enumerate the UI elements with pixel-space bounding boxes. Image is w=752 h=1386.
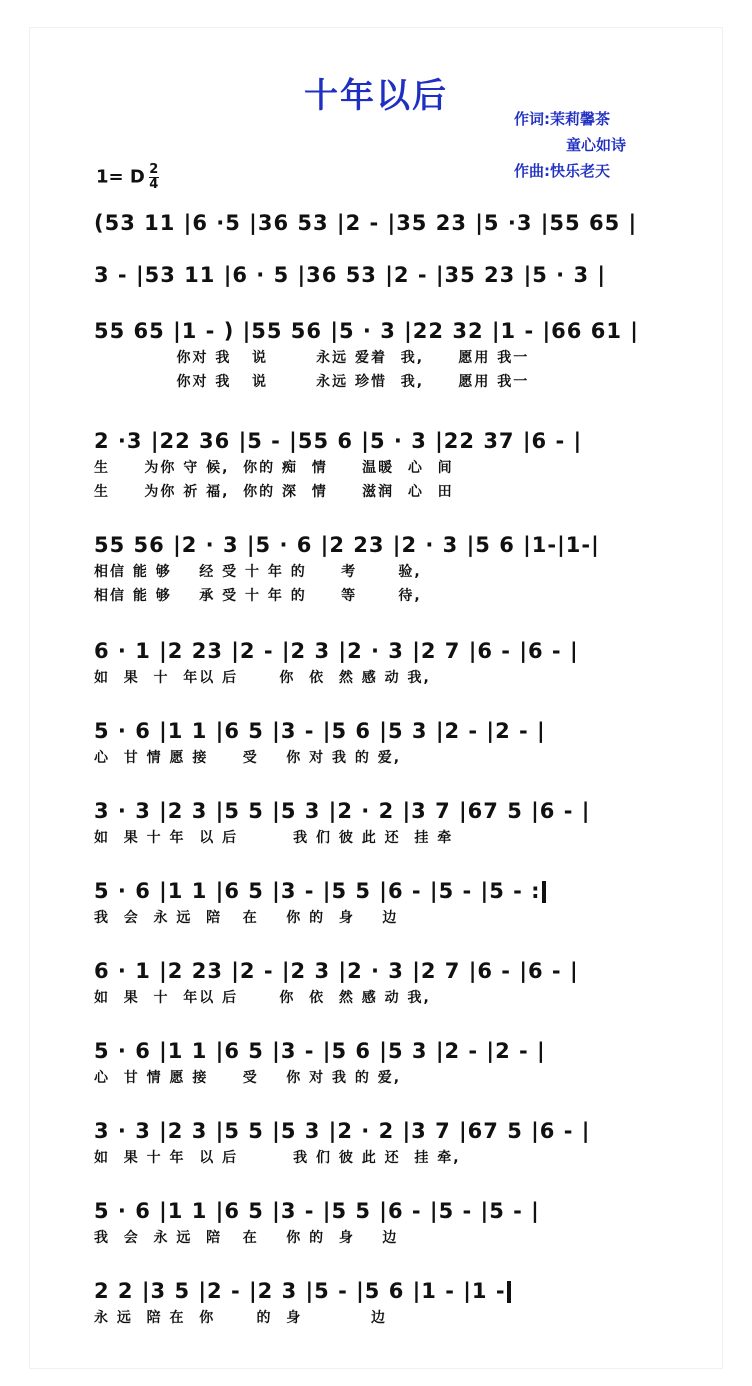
score-line: [94, 796, 654, 850]
score-line: [94, 956, 654, 1010]
lyricist-line: [514, 106, 626, 132]
lyric-line: 我 会 永 远 陪 在 你 的 身 边: [94, 910, 399, 926]
score-line: [94, 716, 654, 770]
final-barline: [507, 1281, 511, 1303]
notation-line: (53 11 |6 ·5 |36 53 |2 - |35 23 |5 ·3 |55 65 |: [94, 211, 638, 235]
score-line: [94, 316, 654, 394]
lyricist-label: 作词:: [514, 110, 550, 128]
lyric-line: 你对 我 说 永远 珍惜 我, 愿用 我一: [94, 374, 530, 390]
score-line: [94, 426, 654, 504]
song-title: 十年以后: [304, 76, 448, 116]
notation-line: 3 · 3 |2 3 |5 5 |5 3 |2 · 2 |3 7 |67 5 |6 - |: [94, 799, 591, 823]
lyric-line: 相信 能 够 经 受 十 年 的 考 验,: [94, 564, 422, 580]
notation-line: 5 · 6 |1 1 |6 5 |3 - |5 5 |6 - |5 - |5 - |: [94, 1199, 540, 1223]
lyric-line: 你对 我 说 永远 爱着 我, 愿用 我一: [94, 350, 530, 366]
lyric-line: 心 甘 情 愿 接 受 你 对 我 的 爱,: [94, 1070, 402, 1086]
credits-block: [514, 106, 626, 184]
lyric-line: 如 果 十 年 以 后 我 们 彼 此 还 挂 牵,: [94, 1150, 461, 1166]
time-bottom: 4: [149, 177, 159, 192]
notation-line: 55 56 |2 · 3 |5 · 6 |2 23 |2 · 3 |5 6 |1-|1-|: [94, 533, 600, 557]
score-line: [94, 1036, 654, 1090]
notation-line: 6 · 1 |2 23 |2 - |2 3 |2 · 3 |2 7 |6 - |6 - |: [94, 959, 579, 983]
lyric-line: 生 为你 祈 福, 你的 深 情 滋润 心 田: [94, 484, 454, 500]
notation-line: 6 · 1 |2 23 |2 - |2 3 |2 · 3 |2 7 |6 - |6 - |: [94, 639, 579, 663]
time-top: 2: [149, 162, 159, 177]
composer-line: [514, 158, 626, 184]
score-line: [94, 530, 654, 608]
notation-line: 5 · 6 |1 1 |6 5 |3 - |5 6 |5 3 |2 - |2 - |: [94, 1039, 546, 1063]
notation-line: 55 65 |1 - ) |55 56 |5 · 3 |22 32 |1 - |66 61 |: [94, 319, 639, 343]
score-line: [94, 636, 654, 690]
lyric-line: 心 甘 情 愿 接 受 你 对 我 的 爱,: [94, 750, 402, 766]
lyric-line: 如 果 十 年以 后 你 依 然 感 动 我,: [94, 990, 431, 1006]
key-signature: [96, 164, 159, 191]
lyric-line: 相信 能 够 承 受 十 年 的 等 待,: [94, 588, 422, 604]
score-line: [94, 1196, 654, 1250]
notation-line: 5 · 6 |1 1 |6 5 |3 - |5 5 |6 - |5 - |5 - :: [94, 876, 654, 906]
lyricist-2: 童心如诗: [566, 136, 627, 154]
score-line: [94, 208, 654, 238]
lyric-line: 如 果 十 年以 后 你 依 然 感 动 我,: [94, 670, 431, 686]
lyric-line: 我 会 永 远 陪 在 你 的 身 边: [94, 1230, 399, 1246]
notation-line: 3 - |53 11 |6 · 5 |36 53 |2 - |35 23 |5 · 3 |: [94, 263, 607, 287]
final-barline: [542, 881, 546, 903]
lyric-line: 生 为你 守 候, 你的 痴 情 温暖 心 间: [94, 460, 454, 476]
composer-label: 作曲:: [514, 162, 550, 180]
lyric-line: 如 果 十 年 以 后 我 们 彼 此 还 挂 牵: [94, 830, 454, 846]
notation-line: 2 ·3 |22 36 |5 - |55 6 |5 · 3 |22 37 |6 - |: [94, 429, 583, 453]
score-line: [94, 1276, 654, 1330]
score-line: [94, 876, 654, 930]
composer: 快乐老天: [550, 162, 611, 180]
notation-line: 2 2 |3 5 |2 - |2 3 |5 - |5 6 |1 - |1 -: [94, 1276, 654, 1306]
notation-line: 5 · 6 |1 1 |6 5 |3 - |5 6 |5 3 |2 - |2 - |: [94, 719, 546, 743]
lyricist-1: 茉莉馨茶: [550, 110, 611, 128]
score-line: [94, 1116, 654, 1170]
notation-line: 3 · 3 |2 3 |5 5 |5 3 |2 · 2 |3 7 |67 5 |6 - |: [94, 1119, 591, 1143]
key-text: 1= D: [96, 166, 145, 188]
time-signature: [149, 164, 159, 191]
lyric-line: 永 远 陪 在 你 的 身 边: [94, 1310, 387, 1326]
score-line: [94, 260, 654, 290]
